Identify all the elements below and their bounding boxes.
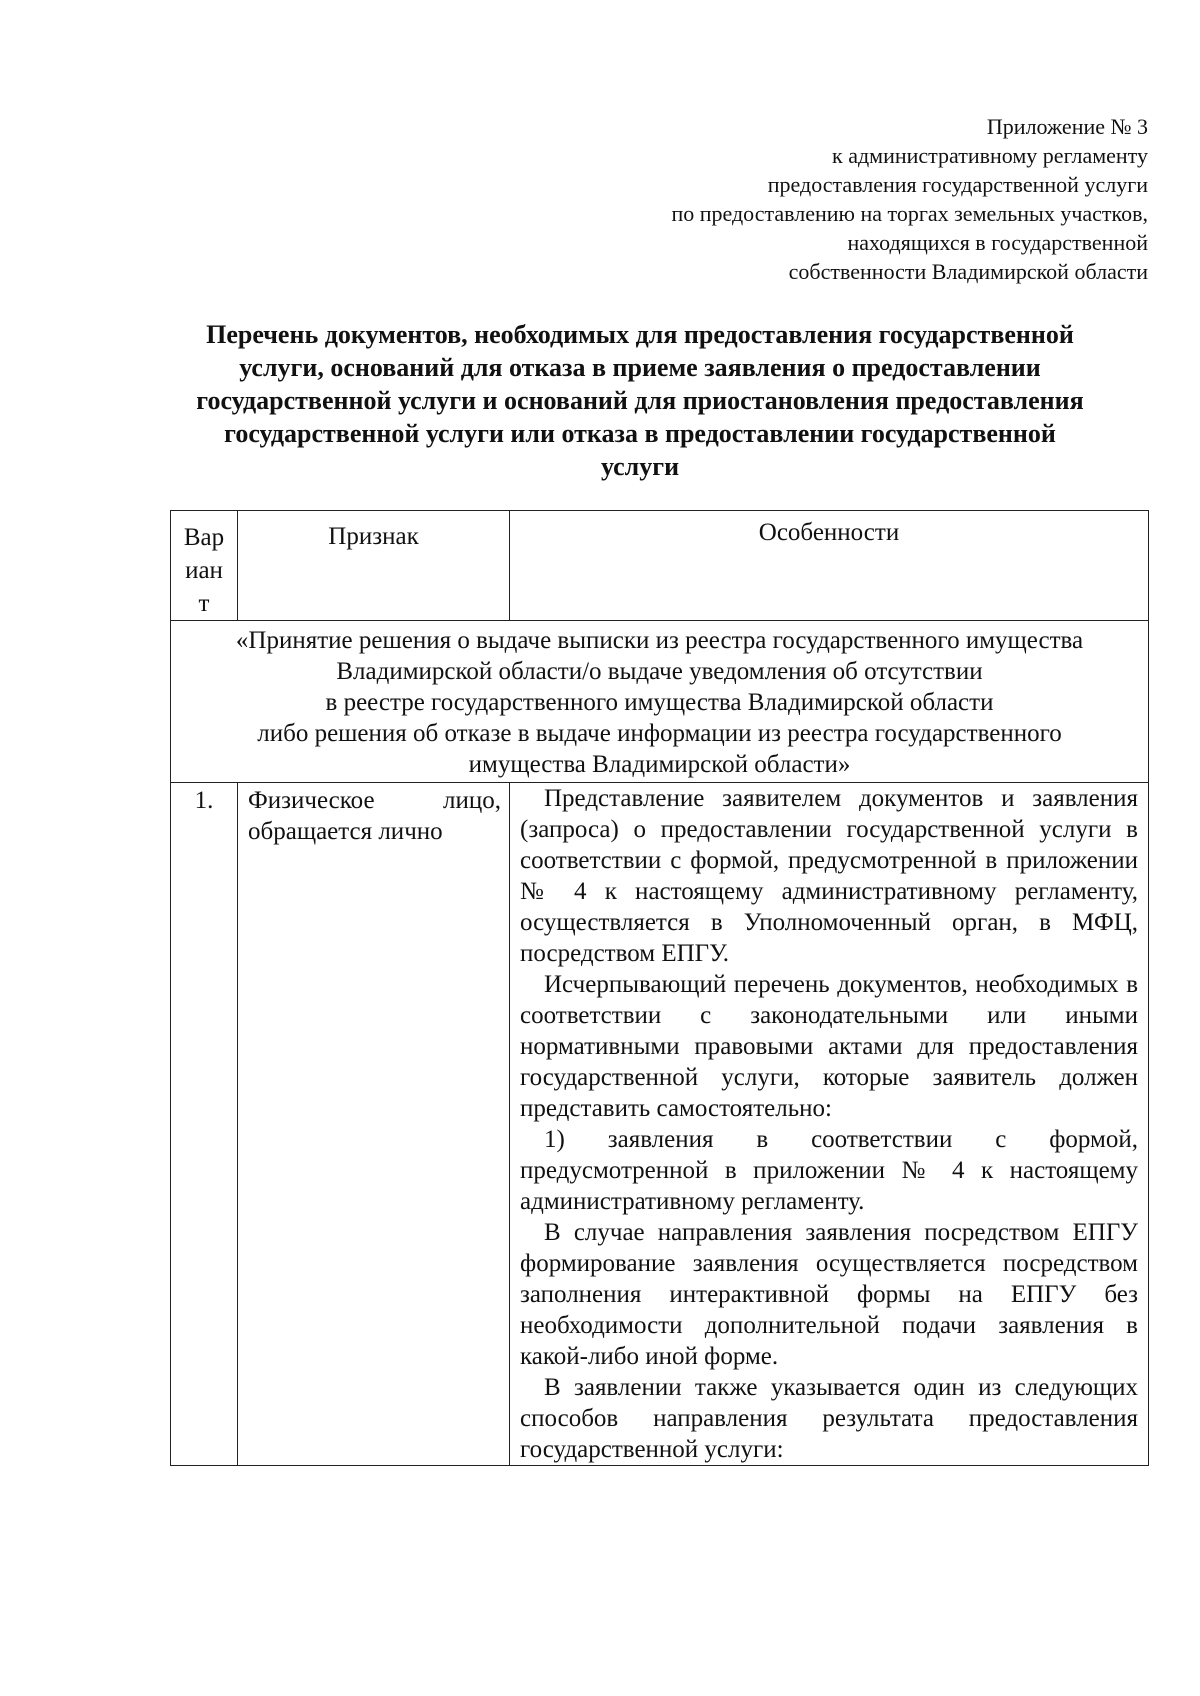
header-variant — [171, 511, 238, 621]
documents-table — [170, 510, 1149, 1466]
features-paragraph: 1) заявления в соответствии с формой, предусмотренной в приложении № 4 к настоящему административному регламенту. — [520, 1126, 1138, 1215]
row-features — [510, 783, 1149, 1466]
header-variant-line: иан — [185, 557, 223, 584]
features-paragraph: Исчерпывающий перечень документов, необходимых в соответствии с законодательными или иными нормативными правовыми актами для предоставления государственной услуги, которые заявитель должен представить самостоятельно: — [520, 971, 1138, 1122]
appendix-line: по предоставлению на торгах земельных участков, — [671, 201, 1148, 226]
header-features: Особенности — [510, 511, 1149, 621]
appendix-line: собственности Владимирской области — [788, 259, 1148, 284]
table-row — [171, 783, 1149, 1466]
row-number: 1. — [171, 783, 238, 1466]
section-row — [171, 621, 1149, 783]
title-line: услуги — [600, 452, 680, 481]
title-line: Перечень документов, необходимых для предоставления государственной — [206, 320, 1074, 349]
header-variant-line: т — [198, 590, 210, 617]
features-paragraph: В заявлении также указывается один из следующих способов направления результата предоставления государственной услуги: — [520, 1374, 1138, 1463]
title-line: услуги, оснований для отказа в приеме заявления о предоставлении — [239, 353, 1041, 382]
section-line: либо решения об отказе в выдаче информации из реестра государственного — [257, 720, 1062, 747]
appendix-header — [671, 112, 1148, 286]
section-line: Владимирской области/о выдаче уведомления об отсутствии — [336, 658, 983, 685]
section-line: имущества Владимирской области» — [468, 751, 851, 778]
document-title — [150, 318, 1130, 483]
header-variant-line: Вар — [183, 524, 225, 551]
appendix-line: Приложение № 3 — [986, 114, 1148, 139]
row-sign-line: Физическое лицо, — [248, 787, 501, 814]
title-line: государственной услуги или отказа в предоставлении государственной — [224, 419, 1056, 448]
appendix-line: находящихся в государственной — [847, 230, 1148, 255]
appendix-line: к административному регламенту — [832, 143, 1148, 168]
appendix-line: предоставления государственной услуги — [767, 172, 1148, 197]
section-title — [171, 621, 1149, 783]
row-sign — [238, 783, 510, 1466]
section-line: в реестре государственного имущества Владимирской области — [325, 689, 994, 716]
title-line: государственной услуги и оснований для приостановления предоставления — [196, 386, 1084, 415]
features-paragraph: Представление заявителем документов и заявления (запроса) о предоставлении государственной услуги в соответствии с формой, предусмотренной в приложении № 4 к настоящему административному регламенту, осуществляется в Уполномоченный орган, в МФЦ, посредством ЕПГУ. — [520, 785, 1138, 967]
row-sign-line: обращается лично — [248, 818, 443, 845]
table-header-row — [171, 511, 1149, 621]
section-line: «Принятие решения о выдаче выписки из реестра государственного имущества — [235, 627, 1084, 654]
features-paragraph: В случае направления заявления посредством ЕПГУ формирование заявления осуществляется посредством заполнения интерактивной формы на ЕПГУ без необходимости дополнительной подачи заявления в какой-либо иной форме. — [520, 1219, 1138, 1370]
header-sign: Признак — [238, 511, 510, 621]
